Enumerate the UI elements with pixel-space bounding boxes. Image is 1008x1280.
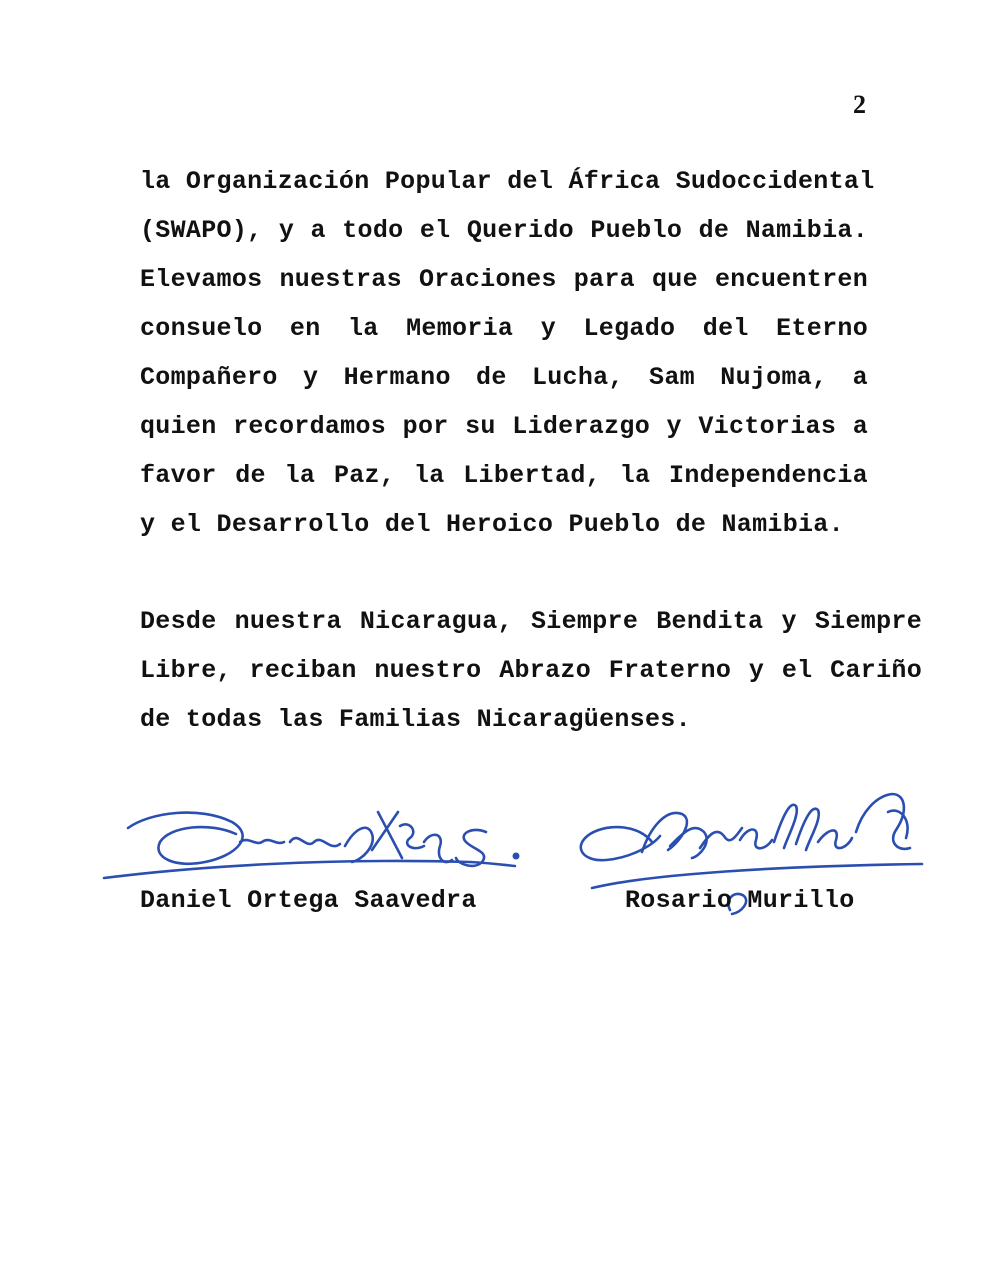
text-line: Compañero y Hermano de Lucha, Sam Nujoma, a xyxy=(140,363,868,392)
text-line: quien recordamos por su Liderazgo y Victorias a xyxy=(140,412,868,441)
page-number: 2 xyxy=(853,90,866,119)
text-line: la Organización Popular del África Sudoccidental xyxy=(140,167,875,196)
text-line: de todas las Familias Nicaragüenses. xyxy=(140,705,691,734)
text-line: (SWAPO), y a todo el Querido Pueblo de Namibia. xyxy=(140,216,868,245)
signatory-name-rosario-murillo: Rosario Murillo xyxy=(625,886,855,915)
text-line: consuelo en la Memoria y Legado del Eterno xyxy=(140,314,868,343)
text-line: favor de la Paz, la Libertad, la Independencia xyxy=(140,461,868,490)
signature-daniel-ortega xyxy=(104,812,518,878)
signatory-name-daniel-ortega: Daniel Ortega Saavedra xyxy=(140,886,477,915)
text-line: y el Desarrollo del Heroico Pueblo de Namibia. xyxy=(140,510,844,539)
text-line: Libre, reciban nuestro Abrazo Fraterno y el Cariño xyxy=(140,656,922,685)
text-line: Desde nuestra Nicaragua, Siempre Bendita y Siempre xyxy=(140,607,922,636)
text-line: Elevamos nuestras Oraciones para que encuentren xyxy=(140,265,868,294)
